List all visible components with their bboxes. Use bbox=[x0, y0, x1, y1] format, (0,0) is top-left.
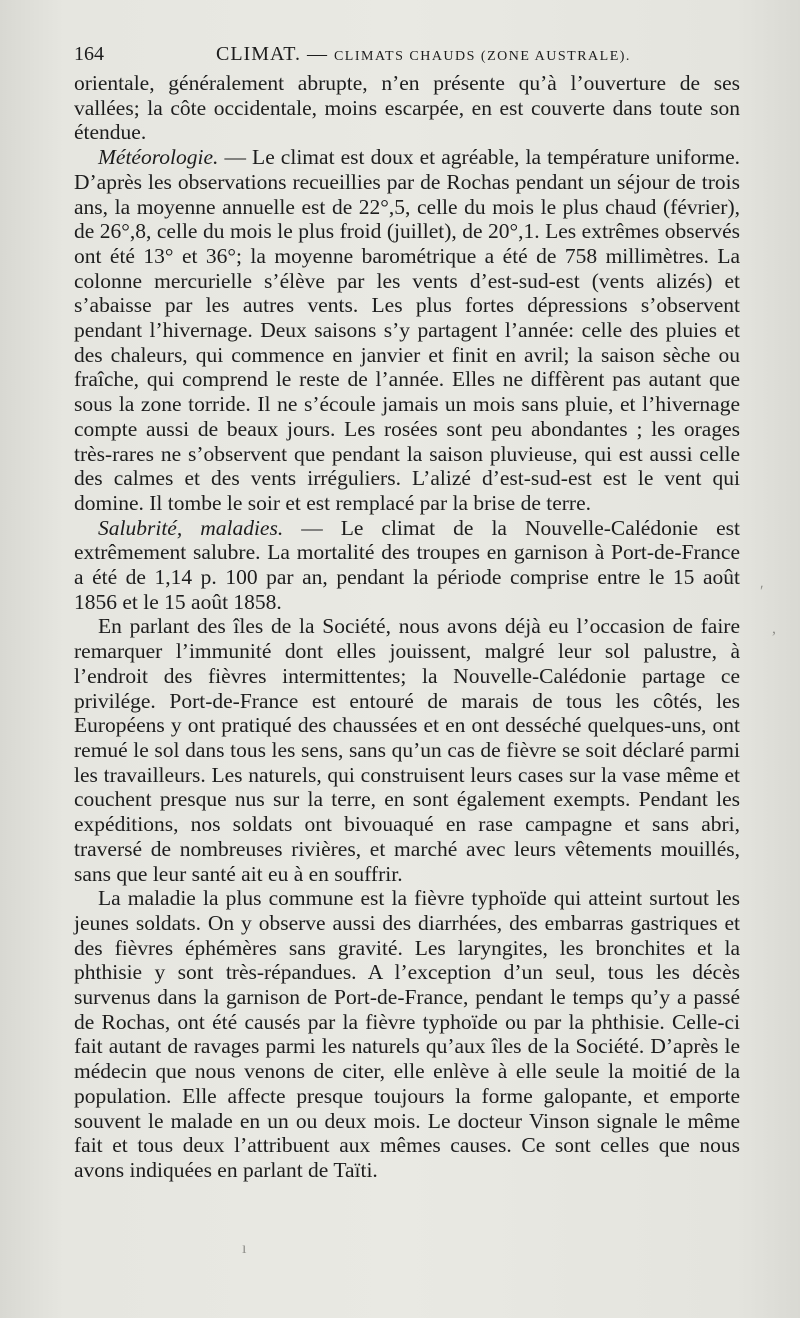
running-title-main: CLIMAT. — bbox=[216, 43, 334, 65]
paragraph-maladies bbox=[74, 886, 740, 1182]
paper-speck: , bbox=[772, 620, 776, 637]
paragraph-immunite bbox=[74, 614, 740, 886]
paragraph-salubrite bbox=[74, 516, 740, 615]
running-header bbox=[74, 40, 734, 68]
paragraph-meteorologie bbox=[74, 145, 740, 516]
body-text bbox=[74, 71, 740, 1183]
running-subtitle: CLIMATS CHAUDS (ZONE AUSTRALE). bbox=[333, 49, 631, 64]
paragraph-text: En parlant des îles de la Société, nous avons déjà eu l’occasion de faire remarquer l’immunité dont elles jouissent, malgré leur sol palustre, à l’endroit des fièvres intermittentes; la Nouvelle-Calédonie partage ce privilége. Port-de-France est entouré de marais de tous les côtés, les Européens y ont pratiqué des chaussées et en ont desséché quelques-uns, ont remué le sol dans tous les sens, sans qu’un cas de fièvre se soit déclaré parmi les travailleurs. Les naturels, qui construisent leurs cases sur la vase même et couchent presque nus sur la terre, en sont également exempts. Pendant les expéditions, nos soldats ont bivouaqué en rase campagne et sans abri, traversé de nombreuses rivières, et marché avec leurs vêtements mouillés, sans que leur santé ait eu à en souffrir. bbox=[74, 614, 740, 886]
paragraph-text: — Le climat est doux et agréable, la température uniforme. D’après les observations recueillies par de Rochas pendant un séjour de trois ans, la moyenne annuelle est de 22°,5, celle du mois le plus chaud (février), de 26°,8, celle du mois le plus froid (juillet), de 20°,1. Les extrêmes observés ont été 13° et 36°; la moyenne barométrique a été de 758 millimètres. La colonne mercurielle s’élève par les vents d’est-sud-est (vents alizés) et s’abaisse par les autres vents. Les plus fortes dépressions s’observent pendant l’hivernage. Deux saisons s’y partagent l’année: celle des pluies et des chaleurs, qui commence en janvier et finit en avril; la saison sèche ou fraîche, qui comprend le reste de l’année. Elles ne diffèrent pas autant que sous la zone torride. Il ne s’écoule jamais un mois sans pluie, et l’hivernage compte aussi de beaux jours. Les rosées sont peu abondantes ; les orages très-rares ne s’observent que pendant la saison pluvieuse, qui est aussi celle des calmes et des vents irréguliers. L’alizé d’est-sud-est est le vent qui domine. Il tombe le soir et est remplacé par la brise de terre. bbox=[74, 145, 740, 515]
paragraph-text: — Le climat de la Nouvelle-Calédonie est extrêmement salubre. La mortalité des troupes en garnison à Port-de-France a été de 1,14 p. 100 par an, pendant la période comprise entre le 15 août 1856 et le 15 août 1858. bbox=[74, 515, 740, 614]
section-heading-salubrite: Salubrité, maladies. bbox=[98, 515, 284, 540]
section-heading-meteorologie: Météorologie. bbox=[98, 145, 219, 170]
running-title bbox=[216, 40, 631, 71]
paper-speck: ı bbox=[242, 1240, 247, 1257]
paragraph-text: La maladie la plus commune est la fièvre typhoïde qui atteint surtout les jeunes soldats. On y observe aussi des diarrhées, des embarras gastriques et des fièvres éphémères sans gravité. Les laryngites, les bronchites et la phthisie y sont très-répandues. A l’exception d’un seul, tous les décès survenus dans la garnison de Port-de-France, pendant le temps qu’y a passé de Rochas, ont été causés par la fièvre typhoïde ou par la phthisie. Celle-ci fait autant de ravages parmi les naturels qu’aux îles de la Société. D’après le médecin que nous venons de citer, elle enlève à elle seule la moitié de la population. Elle affecte presque toujours la forme galopante, et emporte souvent le malade en un ou deux mois. Le docteur Vinson signale le même fait et tous deux l’attribuent aux mêmes causes. Ce sont celles que nous avons indiquées en parlant de Taïti. bbox=[74, 886, 740, 1182]
page-number: 164 bbox=[74, 43, 104, 65]
paper-speck: ʹ bbox=[760, 583, 764, 600]
paragraph-continuation bbox=[74, 71, 740, 145]
paragraph-text: orientale, généralement abrupte, n’en présente qu’à l’ouverture de ses vallées; la côte occidentale, moins escarpée, en est couverte dans toute son étendue. bbox=[74, 71, 740, 145]
